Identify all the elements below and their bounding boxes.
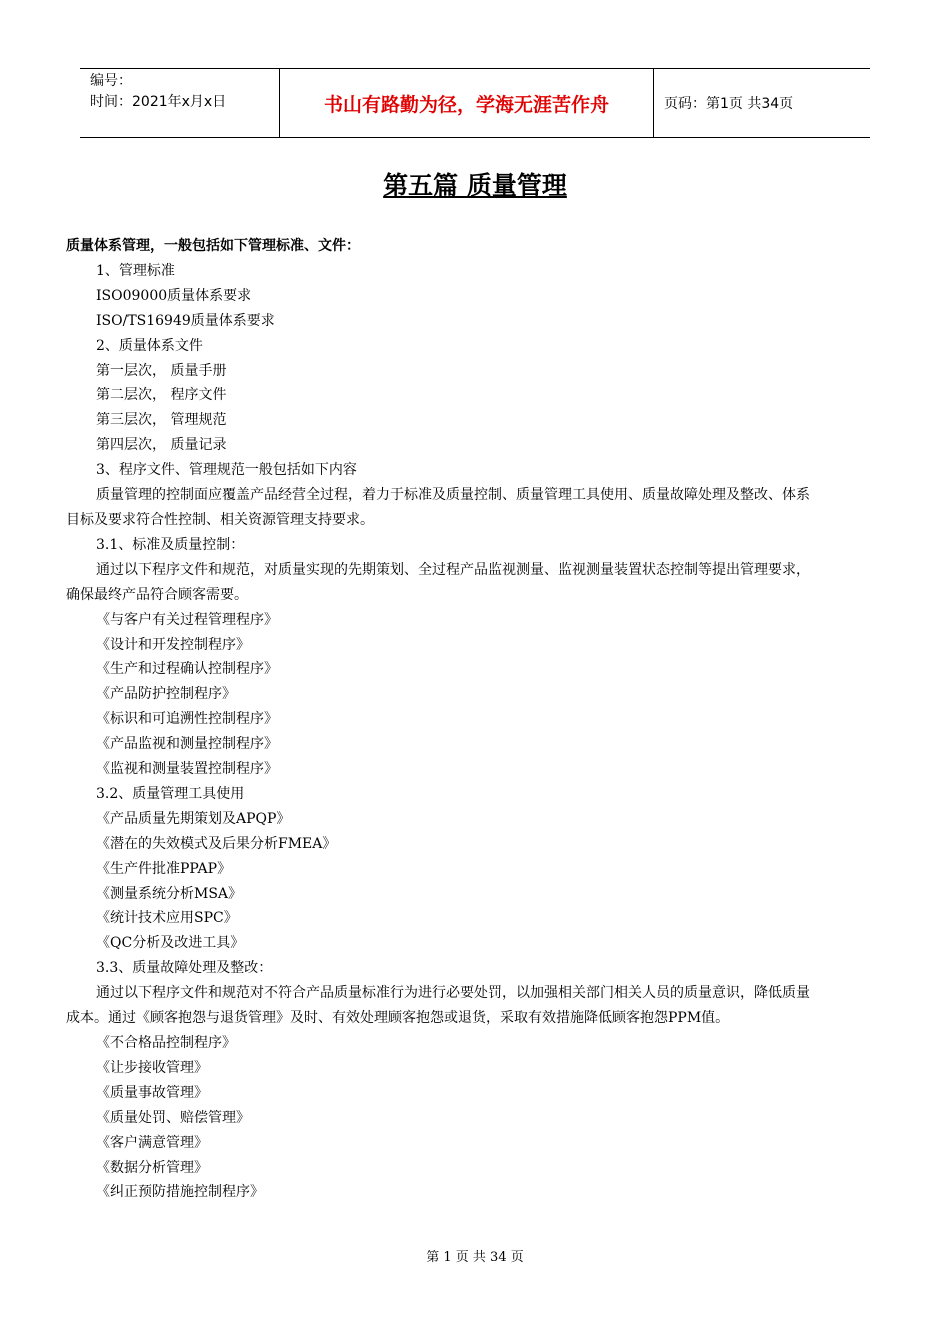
body-line: 《设计和开发控制程序》 <box>96 636 250 653</box>
body-line: ISO09000质量体系要求 <box>96 287 252 304</box>
body-line: 第一层次， 质量手册 <box>96 362 227 379</box>
body-line: 3.2、质量管理工具使用 <box>96 785 245 802</box>
body-lines <box>66 259 816 1205</box>
header-page-info: 页码：第1页 共34页 <box>664 96 794 112</box>
body-line: 《与客户有关过程管理程序》 <box>96 611 278 628</box>
body-paragraph: 质量管理的控制面应覆盖产品经营全过程，着力于标准及质量控制、质量管理工具使用、质量故障处理及整改、体系目标及要求符合性控制、相关资源管理支持要求。 <box>66 487 810 528</box>
body-line: 《产品监视和测量控制程序》 <box>96 736 278 753</box>
document-number-label: 编号： <box>90 73 132 89</box>
body-line: 《测量系统分析MSA》 <box>96 885 243 902</box>
body-line: ISO/TS16949质量体系要求 <box>96 312 275 329</box>
body-line: 《质量处罚、赔偿管理》 <box>96 1109 250 1126</box>
body-line: 《监视和测量装置控制程序》 <box>96 761 278 778</box>
body-line: 《生产件批准PPAP》 <box>96 860 232 877</box>
page-footer: 第 1 页 共 34 页 <box>426 1250 524 1265</box>
body-line: 第三层次， 管理规范 <box>96 412 227 429</box>
body-line: 3.3、质量故障处理及整改： <box>96 960 273 977</box>
body-line: 3、程序文件、管理规范一般包括如下内容 <box>96 462 357 479</box>
body-line: 1、管理标准 <box>96 262 175 279</box>
body-line: 第二层次， 程序文件 <box>96 387 227 404</box>
body-line: 《质量事故管理》 <box>96 1084 208 1101</box>
body-line: 《产品防护控制程序》 <box>96 686 236 703</box>
body-line: 《潜在的失效模式及后果分析FMEA》 <box>96 835 337 852</box>
document-title: 第五篇 质量管理 <box>383 171 567 200</box>
body-line: 《让步接收管理》 <box>96 1059 208 1076</box>
body-line: 《QC分析及改进工具》 <box>96 935 245 952</box>
header-motto: 书山有路勤为径，学海无涯苦作舟 <box>280 69 654 137</box>
body-line: 《数据分析管理》 <box>96 1159 208 1176</box>
document-body <box>66 234 816 1205</box>
body-paragraph: 通过以下程序文件和规范，对质量实现的先期策划、全过程产品监视测量、监视测量装置状态控制等提出管理要求，确保最终产品符合顾客需要。 <box>66 561 810 603</box>
header-meta <box>80 69 280 137</box>
body-paragraph: 通过以下程序文件和规范对不符合产品质量标准行为进行必要处罚，以加强相关部门相关人员的质量意识，降低质量成本。通过《顾客抱怨与退货管理》及时、有效处理顾客抱怨或退货，采取有效措施降低顾客抱怨PPM值。 <box>66 985 810 1027</box>
body-line: 《纠正预防措施控制程序》 <box>96 1184 264 1201</box>
body-line: 《不合格品控制程序》 <box>96 1035 236 1051</box>
body-line: 第四层次， 质量记录 <box>96 437 227 454</box>
body-line: 3.1、标准及质量控制： <box>96 536 245 553</box>
body-line: 2、质量体系文件 <box>96 337 203 354</box>
body-line: 《统计技术应用SPC》 <box>96 910 238 927</box>
document-time-label: 时间：2021年x月x日 <box>90 94 227 110</box>
page-header <box>80 68 870 138</box>
body-line: 《客户满意管理》 <box>96 1134 208 1151</box>
body-line: 《产品质量先期策划及APQP》 <box>96 810 291 827</box>
intro-heading: 质量体系管理，一般包括如下管理标准、文件： <box>66 238 360 254</box>
body-line: 《生产和过程确认控制程序》 <box>96 661 278 678</box>
body-line: 《标识和可追溯性控制程序》 <box>96 711 278 728</box>
